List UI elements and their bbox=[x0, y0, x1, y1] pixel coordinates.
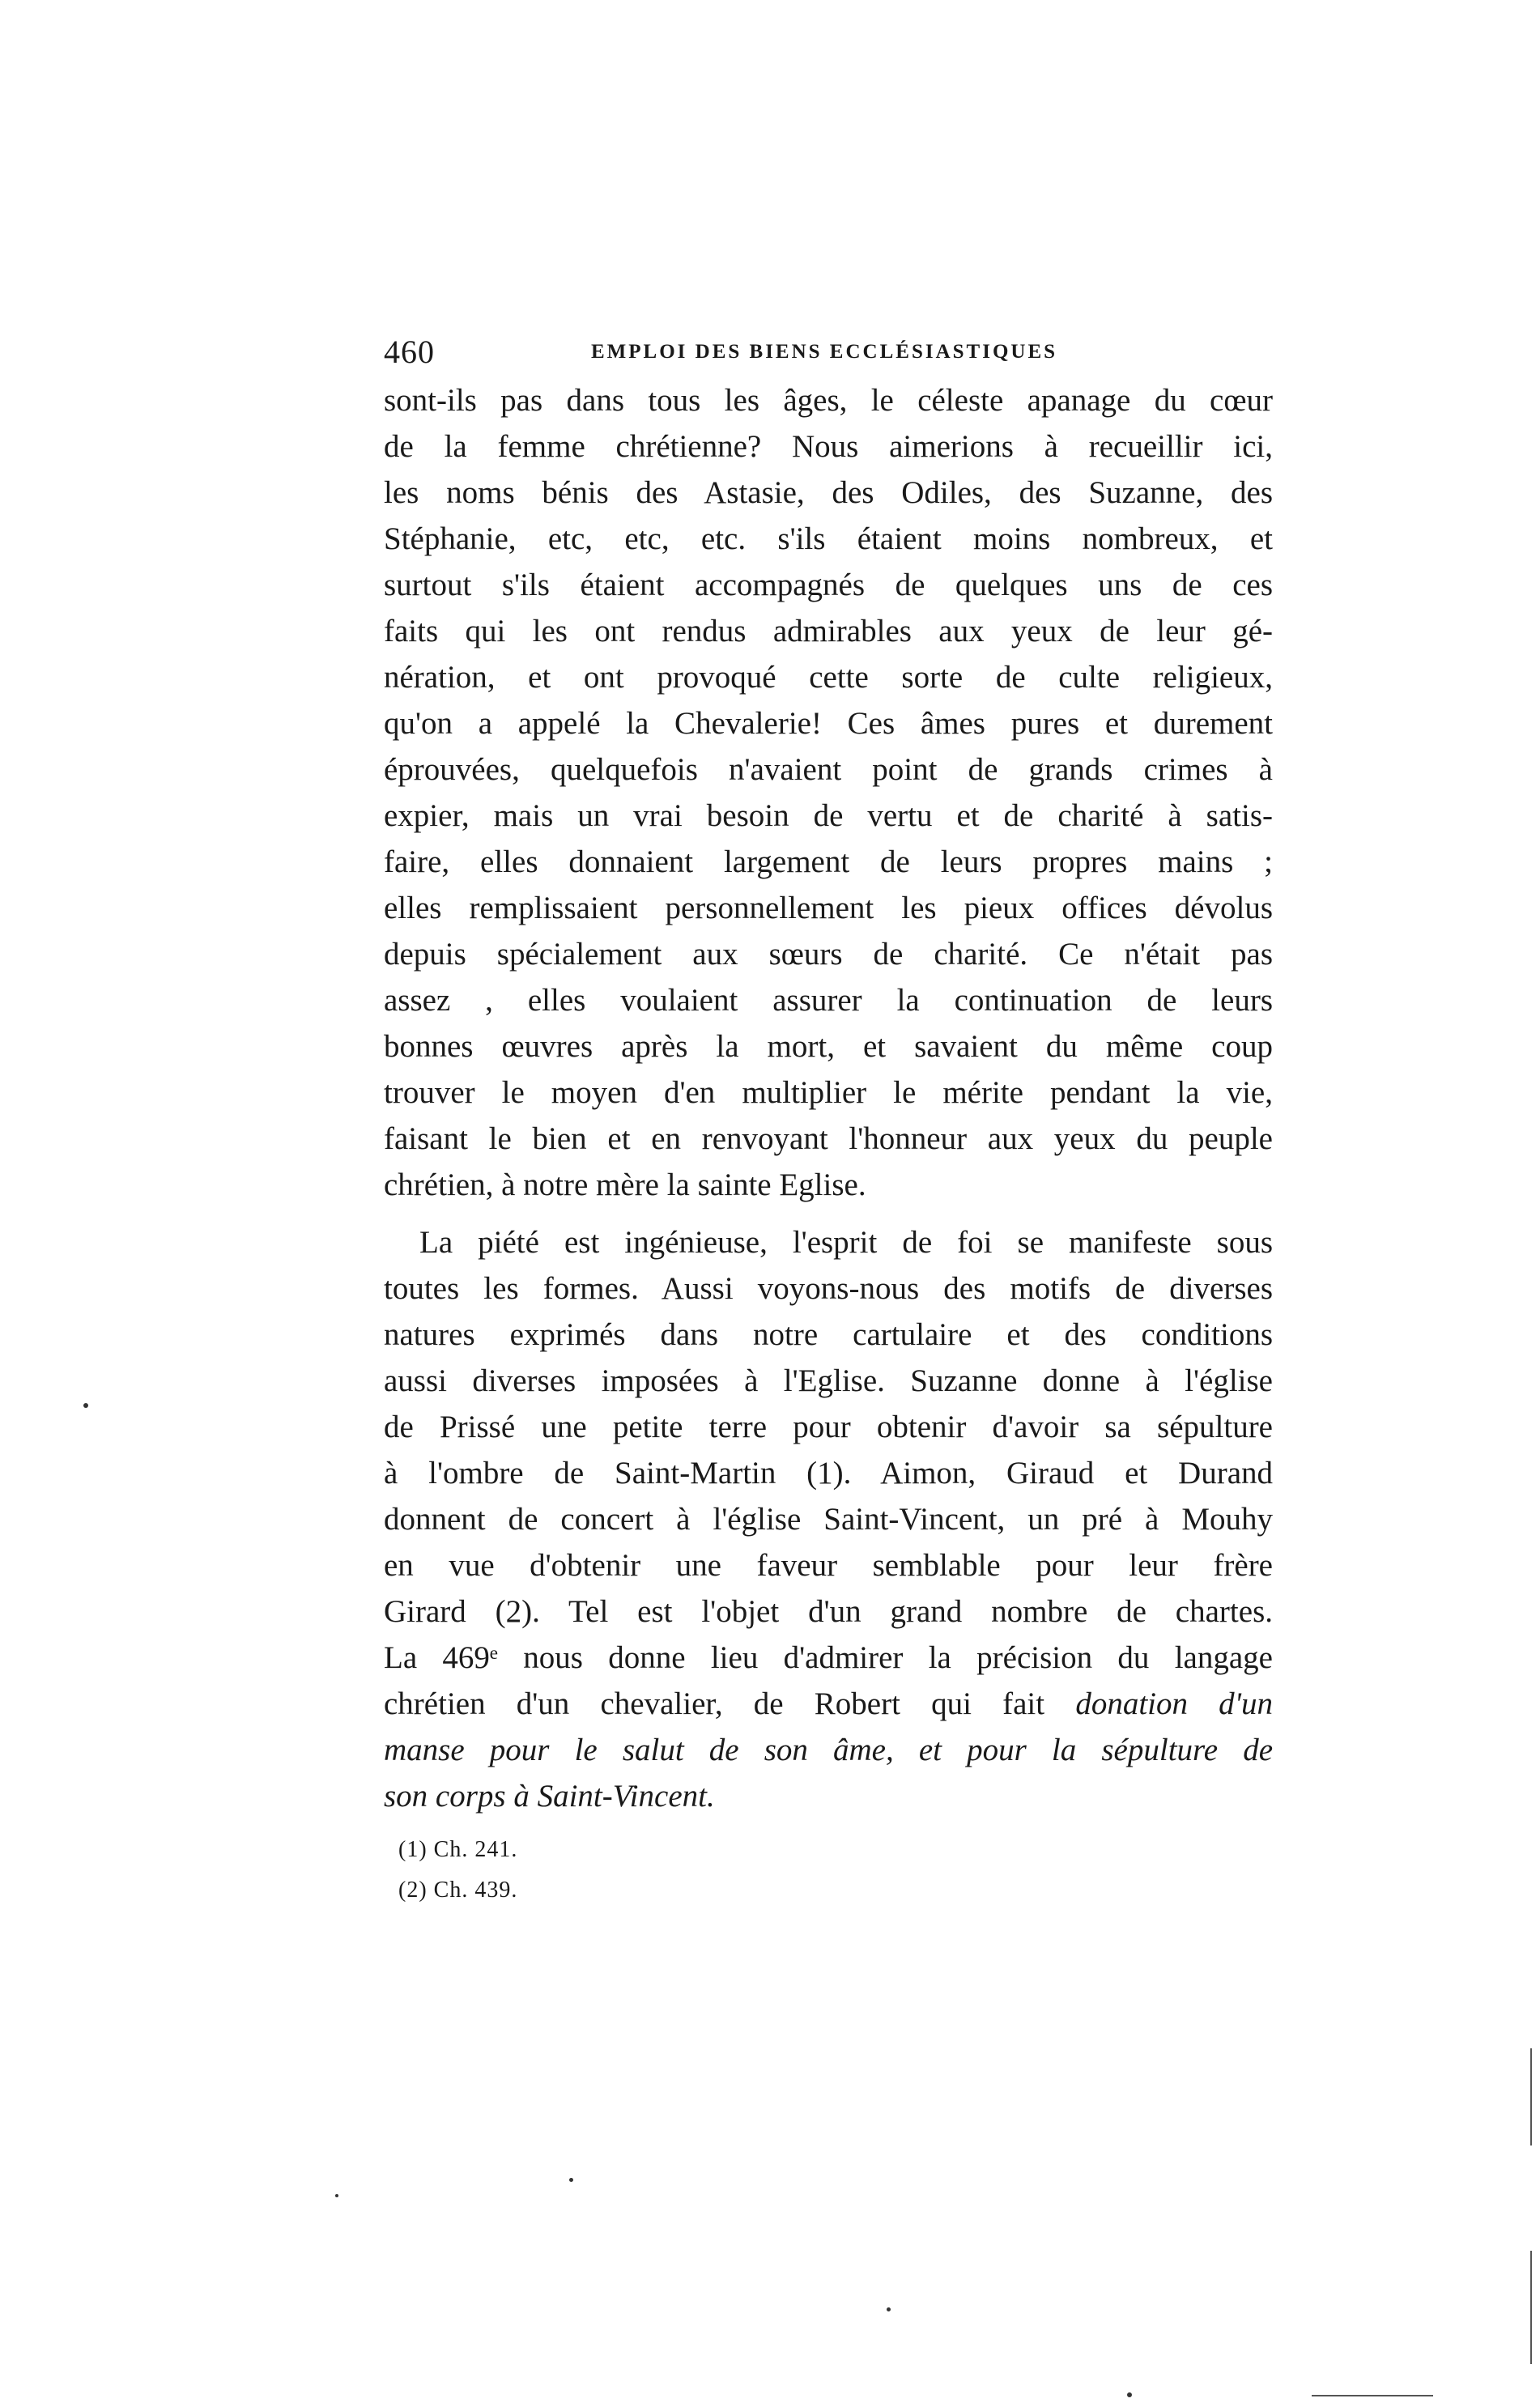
running-head: EMPLOI DES BIENS ECCLÉSIASTIQUES bbox=[591, 341, 1058, 363]
text-line: chrétien, à notre mère la sainte Eglise. bbox=[384, 1167, 866, 1202]
scan-edge-line bbox=[1530, 2048, 1532, 2145]
text-line: nération, et ont provoqué cette sorte de culte religieux, bbox=[384, 660, 1273, 695]
scan-speck bbox=[83, 1403, 88, 1408]
paragraph-start: La piété est ingénieuse, l'esprit de foi se manifeste sous bbox=[419, 1225, 1273, 1260]
scan-speck bbox=[569, 2178, 573, 2182]
text-line: faits qui les ont rendus admirables aux yeux de leur gé- bbox=[384, 614, 1273, 649]
italic-segment: donation d'un bbox=[1075, 1686, 1274, 1721]
text-line: Stéphanie, etc, etc, etc. s'ils étaient moins nombreux, et bbox=[384, 521, 1273, 556]
text-line: expier, mais un vrai besoin de vertu et de charité à satis- bbox=[384, 798, 1273, 833]
italic-line: manse pour le salut de son âme, et pour la sépulture de bbox=[384, 1733, 1273, 1767]
scan-speck bbox=[1127, 2392, 1132, 2397]
footnote: (1) Ch. 241. bbox=[398, 1837, 518, 1862]
text-line: sont-ils pas dans tous les âges, le céleste apanage du cœur bbox=[384, 383, 1273, 418]
scan-speck bbox=[335, 2194, 338, 2197]
text-line: depuis spécialement aux sœurs de charité. Ce n'était pas bbox=[384, 937, 1273, 972]
text-line: aussi diverses imposées à l'Eglise. Suzanne donne à l'église bbox=[384, 1363, 1273, 1398]
text-line: toutes les formes. Aussi voyons-nous des motifs de diverses bbox=[384, 1271, 1273, 1306]
footnote: (2) Ch. 439. bbox=[398, 1878, 518, 1903]
text-line: qu'on a appelé la Chevalerie! Ces âmes pures et durement bbox=[384, 706, 1273, 741]
body-text bbox=[384, 377, 1273, 1819]
text-line: assez , elles voulaient assurer la continuation de leurs bbox=[384, 983, 1273, 1018]
text-line: en vue d'obtenir une faveur semblable pour leur frère bbox=[384, 1548, 1273, 1583]
roman-segment: chrétien d'un chevalier, de Robert qui fait bbox=[384, 1686, 1045, 1721]
scan-edge-line bbox=[1312, 2395, 1433, 2396]
footnotes bbox=[398, 1830, 965, 1911]
text-line-mixed bbox=[384, 1681, 1273, 1727]
text-line: La 469ᵉ nous donne lieu d'admirer la précision du langage bbox=[384, 1640, 1273, 1675]
italic-line: son corps à Saint-Vincent. bbox=[384, 1779, 715, 1814]
text-line: surtout s'ils étaient accompagnés de quelques uns de ces bbox=[384, 568, 1273, 602]
text-line: faire, elles donnaient largement de leurs propres mains ; bbox=[384, 844, 1273, 879]
text-line: natures exprimés dans notre cartulaire et des conditions bbox=[384, 1317, 1273, 1352]
text-line: éprouvées, quelquefois n'avaient point de grands crimes à bbox=[384, 752, 1273, 787]
text-line: bonnes œuvres après la mort, et savaient du même coup bbox=[384, 1029, 1273, 1064]
text-line: à l'ombre de Saint-Martin (1). Aimon, Giraud et Durand bbox=[384, 1456, 1273, 1491]
text-line: de Prissé une petite terre pour obtenir d'avoir sa sépulture bbox=[384, 1410, 1273, 1444]
scan-speck bbox=[887, 2307, 891, 2311]
text-line: les noms bénis des Astasie, des Odiles, des Suzanne, des bbox=[384, 475, 1273, 510]
page-number: 460 bbox=[384, 334, 435, 370]
page-header bbox=[384, 328, 1273, 376]
text-line: elles remplissaient personnellement les pieux offices dévolus bbox=[384, 891, 1273, 925]
text-line: Girard (2). Tel est l'objet d'un grand nombre de chartes. bbox=[384, 1594, 1273, 1629]
text-line: trouver le moyen d'en multiplier le mérite pendant la vie, bbox=[384, 1075, 1273, 1110]
text-line: de la femme chrétienne? Nous aimerions à recueillir ici, bbox=[384, 429, 1273, 464]
text-line: faisant le bien et en renvoyant l'honneur aux yeux du peuple bbox=[384, 1121, 1273, 1156]
text-line: donnent de concert à l'église Saint-Vincent, un pré à Mouhy bbox=[384, 1502, 1273, 1537]
scan-edge-line bbox=[1530, 2251, 1532, 2364]
